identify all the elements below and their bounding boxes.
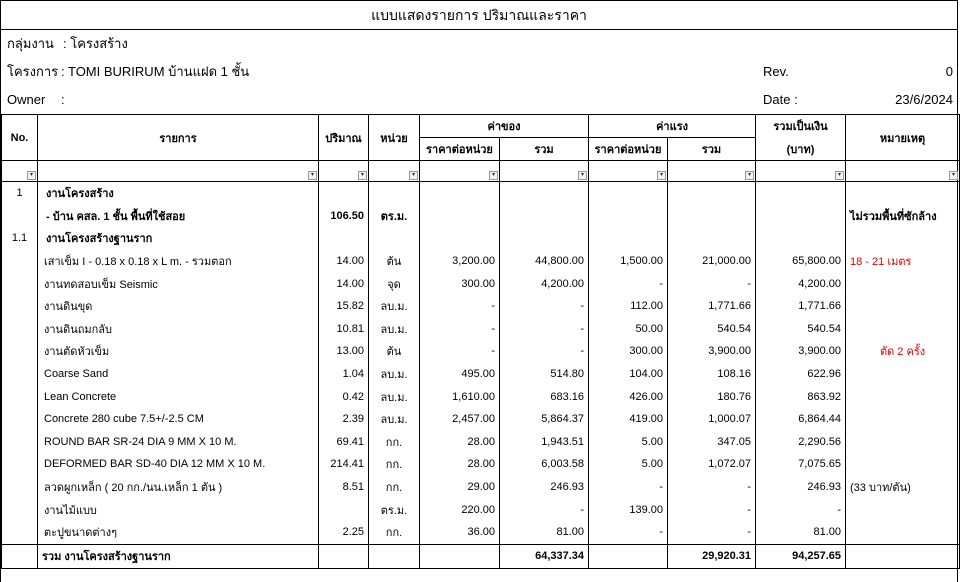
row-qty: 106.50 bbox=[319, 205, 369, 228]
row-qty: 14.00 bbox=[319, 250, 369, 273]
table-row bbox=[2, 363, 960, 386]
row-item: ROUND BAR SR-24 DIA 9 MM X 10 M. bbox=[38, 431, 319, 454]
row-material-sum: - bbox=[500, 318, 589, 341]
row-qty: 10.81 bbox=[319, 318, 369, 341]
row-remark bbox=[846, 385, 960, 408]
document-title: แบบแสดงรายการ ปริมาณและราคา bbox=[1, 0, 957, 30]
group-value: : โครงสร้าง bbox=[63, 36, 128, 51]
row-total: 863.92 bbox=[756, 385, 846, 408]
row-material-sum: 44,800.00 bbox=[500, 250, 589, 273]
row-no: 1.1 bbox=[2, 227, 38, 250]
row-unit bbox=[369, 182, 420, 205]
table-body bbox=[2, 182, 960, 545]
owner-line bbox=[1, 86, 957, 114]
group-label: กลุ่มงาน bbox=[7, 36, 54, 51]
row-item: งานตัดหัวเข็ม bbox=[38, 340, 319, 363]
row-no bbox=[2, 521, 38, 544]
row-remark: 18 - 21 เมตร bbox=[846, 250, 960, 273]
row-total: 2,290.56 bbox=[756, 431, 846, 454]
filter-dropdown-icon[interactable]: ▾ bbox=[835, 171, 844, 180]
row-material-sum: 683.16 bbox=[500, 385, 589, 408]
row-item: เสาเข็ม I - 0.18 x 0.18 x L m. - รวมตอก bbox=[38, 250, 319, 273]
filter-dropdown-icon[interactable]: ▾ bbox=[745, 171, 754, 180]
row-material-sum: - bbox=[500, 295, 589, 318]
row-labor-sum: 180.76 bbox=[668, 385, 756, 408]
row-qty: 0.42 bbox=[319, 385, 369, 408]
row-no bbox=[2, 340, 38, 363]
row-material-sum bbox=[500, 227, 589, 250]
row-material-sum: - bbox=[500, 340, 589, 363]
total-label: รวม งานโครงสร้างฐานราก bbox=[38, 544, 319, 568]
row-qty: 1.04 bbox=[319, 363, 369, 386]
row-no bbox=[2, 318, 38, 341]
row-material-unit-price: - bbox=[420, 295, 500, 318]
row-unit: ลบ.ม. bbox=[369, 408, 420, 431]
row-qty: 2.25 bbox=[319, 521, 369, 544]
row-labor-sum: 347.05 bbox=[668, 431, 756, 454]
row-material-unit-price: 29.00 bbox=[420, 476, 500, 499]
row-remark bbox=[846, 295, 960, 318]
row-remark: ตัด 2 ครั้ง bbox=[846, 340, 960, 363]
total-no-cell bbox=[2, 544, 38, 568]
col-unit: หน่วย bbox=[369, 115, 420, 161]
table-row bbox=[2, 431, 960, 454]
row-unit: กก. bbox=[369, 431, 420, 454]
row-item: งานไม้แบบ bbox=[38, 498, 319, 521]
row-item: งานดินถมกลับ bbox=[38, 318, 319, 341]
rev-label: Rev. bbox=[763, 64, 789, 79]
table-row bbox=[2, 182, 960, 205]
row-unit: กก. bbox=[369, 453, 420, 476]
total-labor-sum: 29,920.31 bbox=[668, 544, 756, 568]
row-total: 4,200.00 bbox=[756, 272, 846, 295]
table-row bbox=[2, 250, 960, 273]
row-material-unit-price: 28.00 bbox=[420, 431, 500, 454]
row-labor-sum: - bbox=[668, 272, 756, 295]
row-material-unit-price: - bbox=[420, 340, 500, 363]
row-unit: ต้น bbox=[369, 340, 420, 363]
col-material: ค่าของ bbox=[420, 115, 589, 138]
row-item: ตะปูขนาดต่างๆ bbox=[38, 521, 319, 544]
table-row bbox=[2, 272, 960, 295]
table-row bbox=[2, 521, 960, 544]
row-remark: (33 บาท/ตัน) bbox=[846, 476, 960, 499]
row-unit: ต้น bbox=[369, 250, 420, 273]
row-no bbox=[2, 408, 38, 431]
row-no bbox=[2, 272, 38, 295]
row-labor-unit-price: 139.00 bbox=[589, 498, 668, 521]
row-remark bbox=[846, 431, 960, 454]
row-qty bbox=[319, 498, 369, 521]
row-unit: ลบ.ม. bbox=[369, 295, 420, 318]
row-material-unit-price bbox=[420, 227, 500, 250]
total-row bbox=[2, 544, 960, 568]
row-qty bbox=[319, 227, 369, 250]
table-row bbox=[2, 385, 960, 408]
row-labor-unit-price: 50.00 bbox=[589, 318, 668, 341]
row-unit: ลบ.ม. bbox=[369, 363, 420, 386]
row-no bbox=[2, 250, 38, 273]
row-item: งานโครงสร้าง bbox=[38, 182, 319, 205]
filter-cell bbox=[846, 161, 960, 182]
table-row bbox=[2, 476, 960, 499]
row-material-sum: 246.93 bbox=[500, 476, 589, 499]
row-qty: 2.39 bbox=[319, 408, 369, 431]
row-material-sum bbox=[500, 182, 589, 205]
table-row bbox=[2, 205, 960, 228]
row-item: ลวดผูกเหล็ก ( 20 กก./นน.เหล็ก 1 ตัน ) bbox=[38, 476, 319, 499]
row-no bbox=[2, 363, 38, 386]
filter-cell bbox=[668, 161, 756, 182]
row-item: งานดินขุด bbox=[38, 295, 319, 318]
row-item: DEFORMED BAR SD-40 DIA 12 MM X 10 M. bbox=[38, 453, 319, 476]
row-item: งานโครงสร้างฐานราก bbox=[38, 227, 319, 250]
row-labor-sum: - bbox=[668, 521, 756, 544]
row-labor-sum: 3,900.00 bbox=[668, 340, 756, 363]
filter-cell bbox=[756, 161, 846, 182]
row-remark: ไม่รวมพื้นที่ซักล้าง bbox=[846, 205, 960, 228]
col-total-top: รวมเป็นเงิน bbox=[756, 115, 846, 138]
row-labor-sum: 1,000.07 bbox=[668, 408, 756, 431]
row-qty bbox=[319, 182, 369, 205]
filter-cell bbox=[319, 161, 369, 182]
filter-dropdown-icon[interactable]: ▾ bbox=[308, 171, 317, 180]
row-labor-unit-price: 5.00 bbox=[589, 431, 668, 454]
row-material-unit-price bbox=[420, 205, 500, 228]
filter-dropdown-icon[interactable]: ▾ bbox=[657, 171, 666, 180]
row-remark bbox=[846, 272, 960, 295]
row-material-unit-price: 28.00 bbox=[420, 453, 500, 476]
row-labor-sum: 1,072.07 bbox=[668, 453, 756, 476]
row-total: 7,075.65 bbox=[756, 453, 846, 476]
col-labor: ค่าแรง bbox=[589, 115, 756, 138]
row-material-unit-price: 300.00 bbox=[420, 272, 500, 295]
row-labor-unit-price: 419.00 bbox=[589, 408, 668, 431]
row-labor-unit-price: - bbox=[589, 521, 668, 544]
row-material-sum: 4,200.00 bbox=[500, 272, 589, 295]
row-material-sum bbox=[500, 205, 589, 228]
filter-cell bbox=[500, 161, 589, 182]
row-no bbox=[2, 385, 38, 408]
row-total bbox=[756, 227, 846, 250]
row-unit: ลบ.ม. bbox=[369, 318, 420, 341]
row-labor-sum bbox=[668, 205, 756, 228]
row-total: 65,800.00 bbox=[756, 250, 846, 273]
row-labor-sum bbox=[668, 227, 756, 250]
row-total bbox=[756, 182, 846, 205]
row-no: 1 bbox=[2, 182, 38, 205]
row-labor-unit-price: 426.00 bbox=[589, 385, 668, 408]
row-total: 6,864.44 bbox=[756, 408, 846, 431]
filter-dropdown-icon[interactable]: ▾ bbox=[949, 171, 958, 180]
col-total-bottom: (บาท) bbox=[756, 138, 846, 161]
row-material-unit-price: - bbox=[420, 318, 500, 341]
row-remark bbox=[846, 521, 960, 544]
col-labor-sum: รวม bbox=[668, 138, 756, 161]
col-remark: หมายเหตุ bbox=[846, 115, 960, 161]
row-no bbox=[2, 205, 38, 228]
table-row bbox=[2, 340, 960, 363]
row-labor-unit-price bbox=[589, 205, 668, 228]
row-item: Concrete 280 cube 7.5+/-2.5 CM bbox=[38, 408, 319, 431]
row-labor-unit-price: 104.00 bbox=[589, 363, 668, 386]
row-unit: ตร.ม. bbox=[369, 498, 420, 521]
row-material-sum: 6,003.58 bbox=[500, 453, 589, 476]
row-remark bbox=[846, 227, 960, 250]
row-total: 1,771.66 bbox=[756, 295, 846, 318]
row-qty: 69.41 bbox=[319, 431, 369, 454]
row-labor-unit-price: - bbox=[589, 272, 668, 295]
owner-value: : bbox=[61, 92, 65, 107]
row-labor-unit-price: - bbox=[589, 476, 668, 499]
filter-dropdown-icon[interactable]: ▾ bbox=[489, 171, 498, 180]
row-material-unit-price: 3,200.00 bbox=[420, 250, 500, 273]
row-remark bbox=[846, 408, 960, 431]
table-row bbox=[2, 295, 960, 318]
row-qty: 14.00 bbox=[319, 272, 369, 295]
project-label: โครงการ bbox=[7, 64, 59, 79]
row-labor-unit-price bbox=[589, 182, 668, 205]
filter-dropdown-icon[interactable]: ▾ bbox=[578, 171, 587, 180]
filter-dropdown-icon[interactable]: ▾ bbox=[27, 171, 36, 180]
row-labor-sum: 108.16 bbox=[668, 363, 756, 386]
filter-row bbox=[2, 161, 960, 182]
row-material-unit-price: 220.00 bbox=[420, 498, 500, 521]
row-no bbox=[2, 431, 38, 454]
row-labor-sum bbox=[668, 182, 756, 205]
table-row bbox=[2, 227, 960, 250]
row-total: 246.93 bbox=[756, 476, 846, 499]
row-material-sum: 5,864.37 bbox=[500, 408, 589, 431]
row-labor-unit-price: 5.00 bbox=[589, 453, 668, 476]
row-unit: กก. bbox=[369, 476, 420, 499]
row-labor-unit-price: 112.00 bbox=[589, 295, 668, 318]
col-labor-unit-price: ราคาต่อหน่วย bbox=[589, 138, 668, 161]
row-total: - bbox=[756, 498, 846, 521]
row-material-unit-price: 1,610.00 bbox=[420, 385, 500, 408]
row-material-unit-price bbox=[420, 182, 500, 205]
row-remark bbox=[846, 498, 960, 521]
row-labor-unit-price: 300.00 bbox=[589, 340, 668, 363]
row-remark bbox=[846, 453, 960, 476]
row-qty: 8.51 bbox=[319, 476, 369, 499]
total-grand-total: 94,257.65 bbox=[756, 544, 846, 568]
filter-cell bbox=[420, 161, 500, 182]
row-labor-sum: - bbox=[668, 498, 756, 521]
row-labor-unit-price: 1,500.00 bbox=[589, 250, 668, 273]
col-item: รายการ bbox=[38, 115, 319, 161]
total-material-sum: 64,337.34 bbox=[500, 544, 589, 568]
row-total: 81.00 bbox=[756, 521, 846, 544]
row-no bbox=[2, 295, 38, 318]
row-no bbox=[2, 498, 38, 521]
row-item: Lean Concrete bbox=[38, 385, 319, 408]
row-material-unit-price: 495.00 bbox=[420, 363, 500, 386]
row-material-unit-price: 2,457.00 bbox=[420, 408, 500, 431]
row-labor-sum: 540.54 bbox=[668, 318, 756, 341]
col-material-sum: รวม bbox=[500, 138, 589, 161]
row-material-sum: 1,943.51 bbox=[500, 431, 589, 454]
rev-value: 0 bbox=[945, 64, 953, 79]
row-unit: ตร.ม. bbox=[369, 205, 420, 228]
table-row bbox=[2, 498, 960, 521]
row-unit: จุด bbox=[369, 272, 420, 295]
table-row bbox=[2, 408, 960, 431]
row-qty: 13.00 bbox=[319, 340, 369, 363]
row-material-sum: 514.80 bbox=[500, 363, 589, 386]
row-no bbox=[2, 453, 38, 476]
table-row bbox=[2, 453, 960, 476]
row-labor-sum: 21,000.00 bbox=[668, 250, 756, 273]
row-material-sum: - bbox=[500, 498, 589, 521]
boq-table bbox=[1, 114, 960, 569]
table-row bbox=[2, 318, 960, 341]
filter-cell bbox=[2, 161, 38, 182]
row-item: Coarse Sand bbox=[38, 363, 319, 386]
filter-cell bbox=[369, 161, 420, 182]
row-remark bbox=[846, 363, 960, 386]
col-no: No. bbox=[2, 115, 38, 161]
filter-cell bbox=[589, 161, 668, 182]
filter-cell bbox=[38, 161, 319, 182]
row-total: 540.54 bbox=[756, 318, 846, 341]
row-no bbox=[2, 476, 38, 499]
row-unit: ลบ.ม. bbox=[369, 385, 420, 408]
filter-dropdown-icon[interactable]: ▾ bbox=[409, 171, 418, 180]
row-unit bbox=[369, 227, 420, 250]
project-value: : TOMI BURIRUM บ้านแฝด 1 ชั้น bbox=[61, 64, 250, 79]
row-material-unit-price: 36.00 bbox=[420, 521, 500, 544]
row-total: 3,900.00 bbox=[756, 340, 846, 363]
row-remark bbox=[846, 318, 960, 341]
row-labor-unit-price bbox=[589, 227, 668, 250]
row-total: 622.96 bbox=[756, 363, 846, 386]
row-material-sum: 81.00 bbox=[500, 521, 589, 544]
owner-label: Owner bbox=[7, 92, 46, 107]
row-labor-sum: 1,771.66 bbox=[668, 295, 756, 318]
project-line bbox=[1, 58, 957, 86]
row-remark bbox=[846, 182, 960, 205]
row-unit: กก. bbox=[369, 521, 420, 544]
row-qty: 214.41 bbox=[319, 453, 369, 476]
group-line bbox=[1, 30, 957, 58]
filter-dropdown-icon[interactable]: ▾ bbox=[358, 171, 367, 180]
row-item: - บ้าน คสล. 1 ชั้น พื้นที่ใช้สอย bbox=[38, 205, 319, 228]
row-qty: 15.82 bbox=[319, 295, 369, 318]
row-labor-sum: - bbox=[668, 476, 756, 499]
col-material-unit-price: ราคาต่อหน่วย bbox=[420, 138, 500, 161]
row-total bbox=[756, 205, 846, 228]
date-value: 23/6/2024 bbox=[895, 92, 953, 107]
col-qty: ปริมาณ bbox=[319, 115, 369, 161]
date-label: Date : bbox=[763, 92, 798, 107]
row-item: งานทดสอบเข็ม Seismic bbox=[38, 272, 319, 295]
